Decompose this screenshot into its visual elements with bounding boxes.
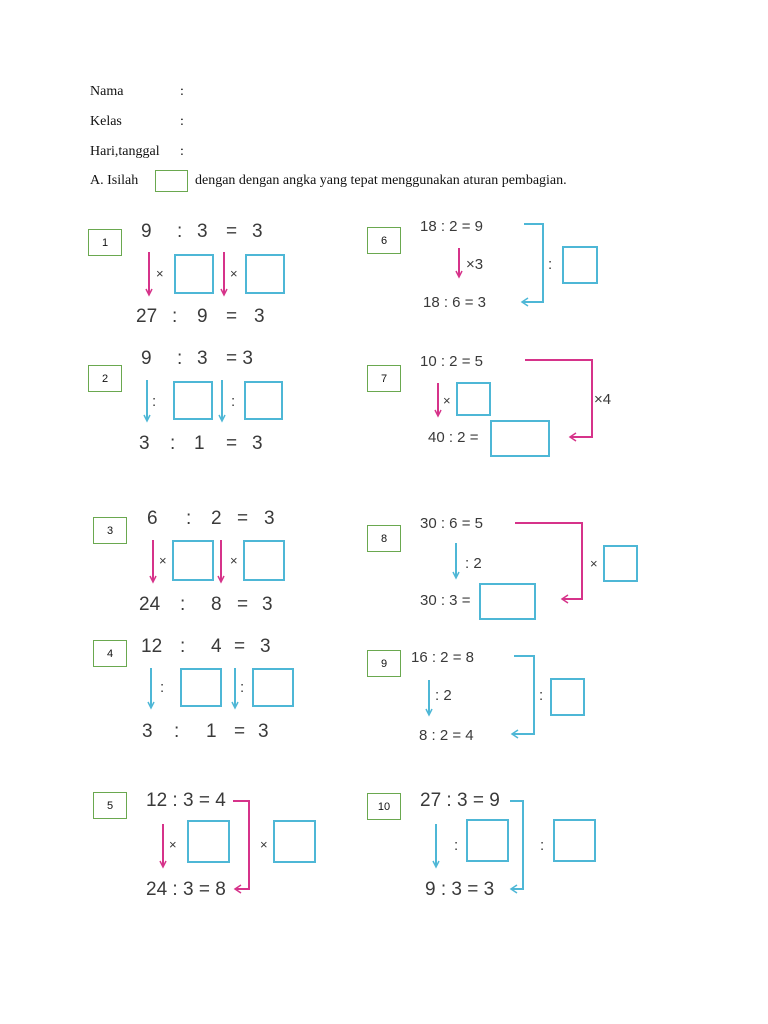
class-label: Kelas <box>90 114 122 129</box>
p6-line1: 18 : 2 = 9 <box>420 218 483 235</box>
p9-answer-box[interactable] <box>550 678 585 716</box>
p4-line2-op: : <box>174 721 180 742</box>
p4-line1-eq: = <box>234 636 246 657</box>
class-colon: : <box>180 114 184 129</box>
p4-line1-b: 4 <box>211 636 222 657</box>
p3-answer-box-right[interactable] <box>243 540 285 581</box>
p2-line2-b: 1 <box>194 433 205 454</box>
p8-line2: 30 : 3 = <box>420 592 471 609</box>
problem-number-3: 3 <box>93 517 127 544</box>
p3-line1-c: 3 <box>264 508 275 529</box>
p1-line1-b: 3 <box>197 221 208 242</box>
p6-line2: 18 : 6 = 3 <box>423 294 486 311</box>
instruction-text: dengan dengan angka yang tepat menggunakan aturan pembagian. <box>195 173 567 188</box>
problem-number-1: 1 <box>88 229 122 256</box>
p6-op-right: : <box>548 256 553 273</box>
p1-answer-box-right[interactable] <box>245 254 285 294</box>
p9-op-right: : <box>539 687 544 704</box>
p1-line2-a: 27 <box>136 306 158 327</box>
p2-answer-box-left[interactable] <box>173 381 213 420</box>
p3-line2-c: 3 <box>262 594 273 615</box>
p5-answer-box-left[interactable] <box>187 820 230 863</box>
p7-answer-box-bottom[interactable] <box>490 420 550 457</box>
p2-line1-op: : <box>177 348 183 369</box>
p10-answer-box-right[interactable] <box>553 819 596 862</box>
p3-line2-b: 8 <box>211 594 222 615</box>
p5-line1: 12 : 3 = 4 <box>146 790 226 811</box>
p7-answer-box-left[interactable] <box>456 382 491 416</box>
p5-answer-box-right[interactable] <box>273 820 316 863</box>
p1-line1-c: 3 <box>252 221 263 242</box>
p3-answer-box-left[interactable] <box>172 540 214 581</box>
p7-line1: 10 : 2 = 5 <box>420 353 483 370</box>
p1-answer-box-left[interactable] <box>174 254 214 294</box>
p10-line2: 9 : 3 = 3 <box>425 879 495 900</box>
p9-mid: : 2 <box>435 687 452 704</box>
p4-answer-box-left[interactable] <box>180 668 222 707</box>
problem-number-6: 6 <box>367 227 401 254</box>
date-label: Hari,tanggal <box>90 144 160 159</box>
p3-op-right: × <box>230 553 238 568</box>
p7-line2: 40 : 2 = <box>428 429 479 446</box>
p10-line1: 27 : 3 = 9 <box>420 790 500 811</box>
p3-line1-b: 2 <box>211 508 222 529</box>
problem-number-9: 9 <box>367 650 401 677</box>
problem-number-8: 8 <box>367 525 401 552</box>
problem-number-5: 5 <box>93 792 127 819</box>
p3-line2-op: : <box>180 594 186 615</box>
p2-op-left: : <box>152 393 157 410</box>
p8-answer-box-right[interactable] <box>603 545 638 582</box>
p2-line2-c: 3 <box>252 433 263 454</box>
p7-op-left: × <box>443 393 451 408</box>
problem-number-7: 7 <box>367 365 401 392</box>
p8-mid: : 2 <box>465 555 482 572</box>
p4-line1-op: : <box>180 636 186 657</box>
problem-number-10: 10 <box>367 793 401 820</box>
p4-line1-c: 3 <box>260 636 271 657</box>
p1-line2-eq: = <box>226 306 238 327</box>
date-colon: : <box>180 144 184 159</box>
p4-op-left: : <box>160 679 165 696</box>
p1-line2-b: 9 <box>197 306 208 327</box>
p8-answer-box-bottom[interactable] <box>479 583 536 620</box>
p9-line1: 16 : 2 = 8 <box>411 649 474 666</box>
p1-line2-op: : <box>172 306 178 327</box>
p6-mid: ×3 <box>466 256 484 273</box>
name-label: Nama <box>90 84 124 99</box>
p3-op-left: × <box>159 553 167 568</box>
p1-line1-eq: = <box>226 221 238 242</box>
p9-line2: 8 : 2 = 4 <box>419 727 474 744</box>
p4-line2-c: 3 <box>258 721 269 742</box>
p2-answer-box-right[interactable] <box>244 381 283 420</box>
p3-line2-a: 24 <box>139 594 161 615</box>
p1-line1-op: : <box>177 221 183 242</box>
p8-op-right: × <box>590 556 598 571</box>
p1-line2-c: 3 <box>254 306 265 327</box>
p4-line1-a: 12 <box>141 636 163 657</box>
instruction-prefix: A. Isilah <box>90 173 139 188</box>
p1-op-left: × <box>156 266 164 281</box>
p2-line1-b: 3 <box>197 348 208 369</box>
name-colon: : <box>180 84 184 99</box>
p10-answer-box-left[interactable] <box>466 819 509 862</box>
p2-line2-op: : <box>170 433 176 454</box>
p1-line1-a: 9 <box>141 221 152 242</box>
p10-op-right: : <box>540 837 545 854</box>
p1-op-right: × <box>230 266 238 281</box>
p4-answer-box-right[interactable] <box>252 668 294 707</box>
p10-op-left: : <box>454 837 459 854</box>
problem-number-4: 4 <box>93 640 127 667</box>
p5-op-left: × <box>169 837 177 852</box>
problem-number-2: 2 <box>88 365 122 392</box>
p5-line2: 24 : 3 = 8 <box>146 879 226 900</box>
p2-line2-a: 3 <box>139 433 150 454</box>
p3-line1-a: 6 <box>147 508 158 529</box>
p2-line2-eq: = <box>226 433 238 454</box>
p3-line1-eq: = <box>237 508 249 529</box>
p6-answer-box[interactable] <box>562 246 598 284</box>
p4-line2-eq: = <box>234 721 246 742</box>
p2-op-right: : <box>231 393 236 410</box>
p8-line1: 30 : 6 = 5 <box>420 515 483 532</box>
p2-line1-a: 9 <box>141 348 152 369</box>
p4-line2-b: 1 <box>206 721 217 742</box>
p5-op-right: × <box>260 837 268 852</box>
p4-op-right: : <box>240 679 245 696</box>
p4-line2-a: 3 <box>142 721 153 742</box>
p3-line2-eq: = <box>237 594 249 615</box>
p3-line1-op: : <box>186 508 192 529</box>
p7-op-right: ×4 <box>594 391 612 408</box>
p2-line1-c: = 3 <box>226 348 253 369</box>
